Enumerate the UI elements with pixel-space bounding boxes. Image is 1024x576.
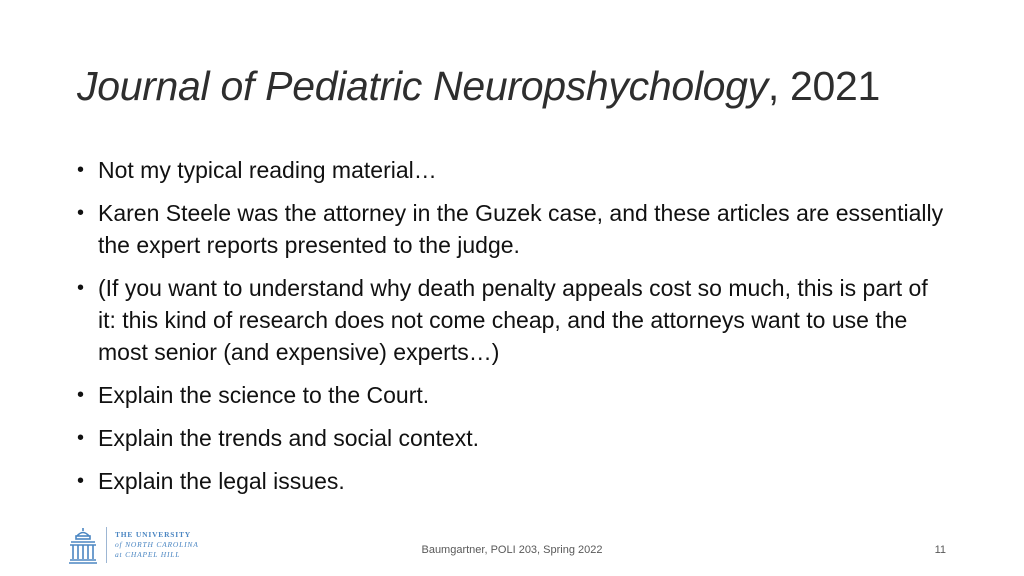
bullet-item [77,154,947,186]
bullet-text: Not my typical reading material… [98,157,437,183]
bullet-dot-icon: • [77,427,85,449]
bullet-dot-icon: • [77,384,85,406]
bullet-dot-icon: • [77,202,85,224]
slide-title [77,58,977,114]
bullet-dot-icon: • [77,159,85,181]
bullet-item [77,422,947,454]
page-number: 11 [934,544,946,556]
bullet-dot-icon: • [77,277,85,299]
bullet-text: Karen Steele was the attorney in the Guzek case, and these articles are essentially the expert reports presented to the judge. [98,200,944,258]
bullet-item [77,379,947,411]
bullet-text: Explain the science to the Court. [98,382,430,408]
bullet-item [77,465,947,497]
bullet-text: (If you want to understand why death penalty appeals cost so much, this is part of it: this kind of research does not come cheap, and the attorneys want to use the most senior (and expensive) experts…) [98,275,928,365]
bullet-text: Explain the legal issues. [98,468,345,494]
bullet-text: Explain the trends and social context. [98,425,480,451]
logo-line-3: at CHAPEL HILL [115,550,181,559]
logo-line-1: THE UNIVERSITY [115,530,192,539]
journal-name: Journal of Pediatric Neuropshychology [77,63,768,109]
bullet-item [77,197,947,261]
title-year: , 2021 [767,63,881,109]
logo-line-2: of NORTH CAROLINA [115,540,199,549]
bullet-list [77,154,947,508]
footer-text: Baumgartner, POLI 203, Spring 2022 [421,544,603,556]
bullet-dot-icon: • [77,470,85,492]
bullet-item [77,272,947,368]
